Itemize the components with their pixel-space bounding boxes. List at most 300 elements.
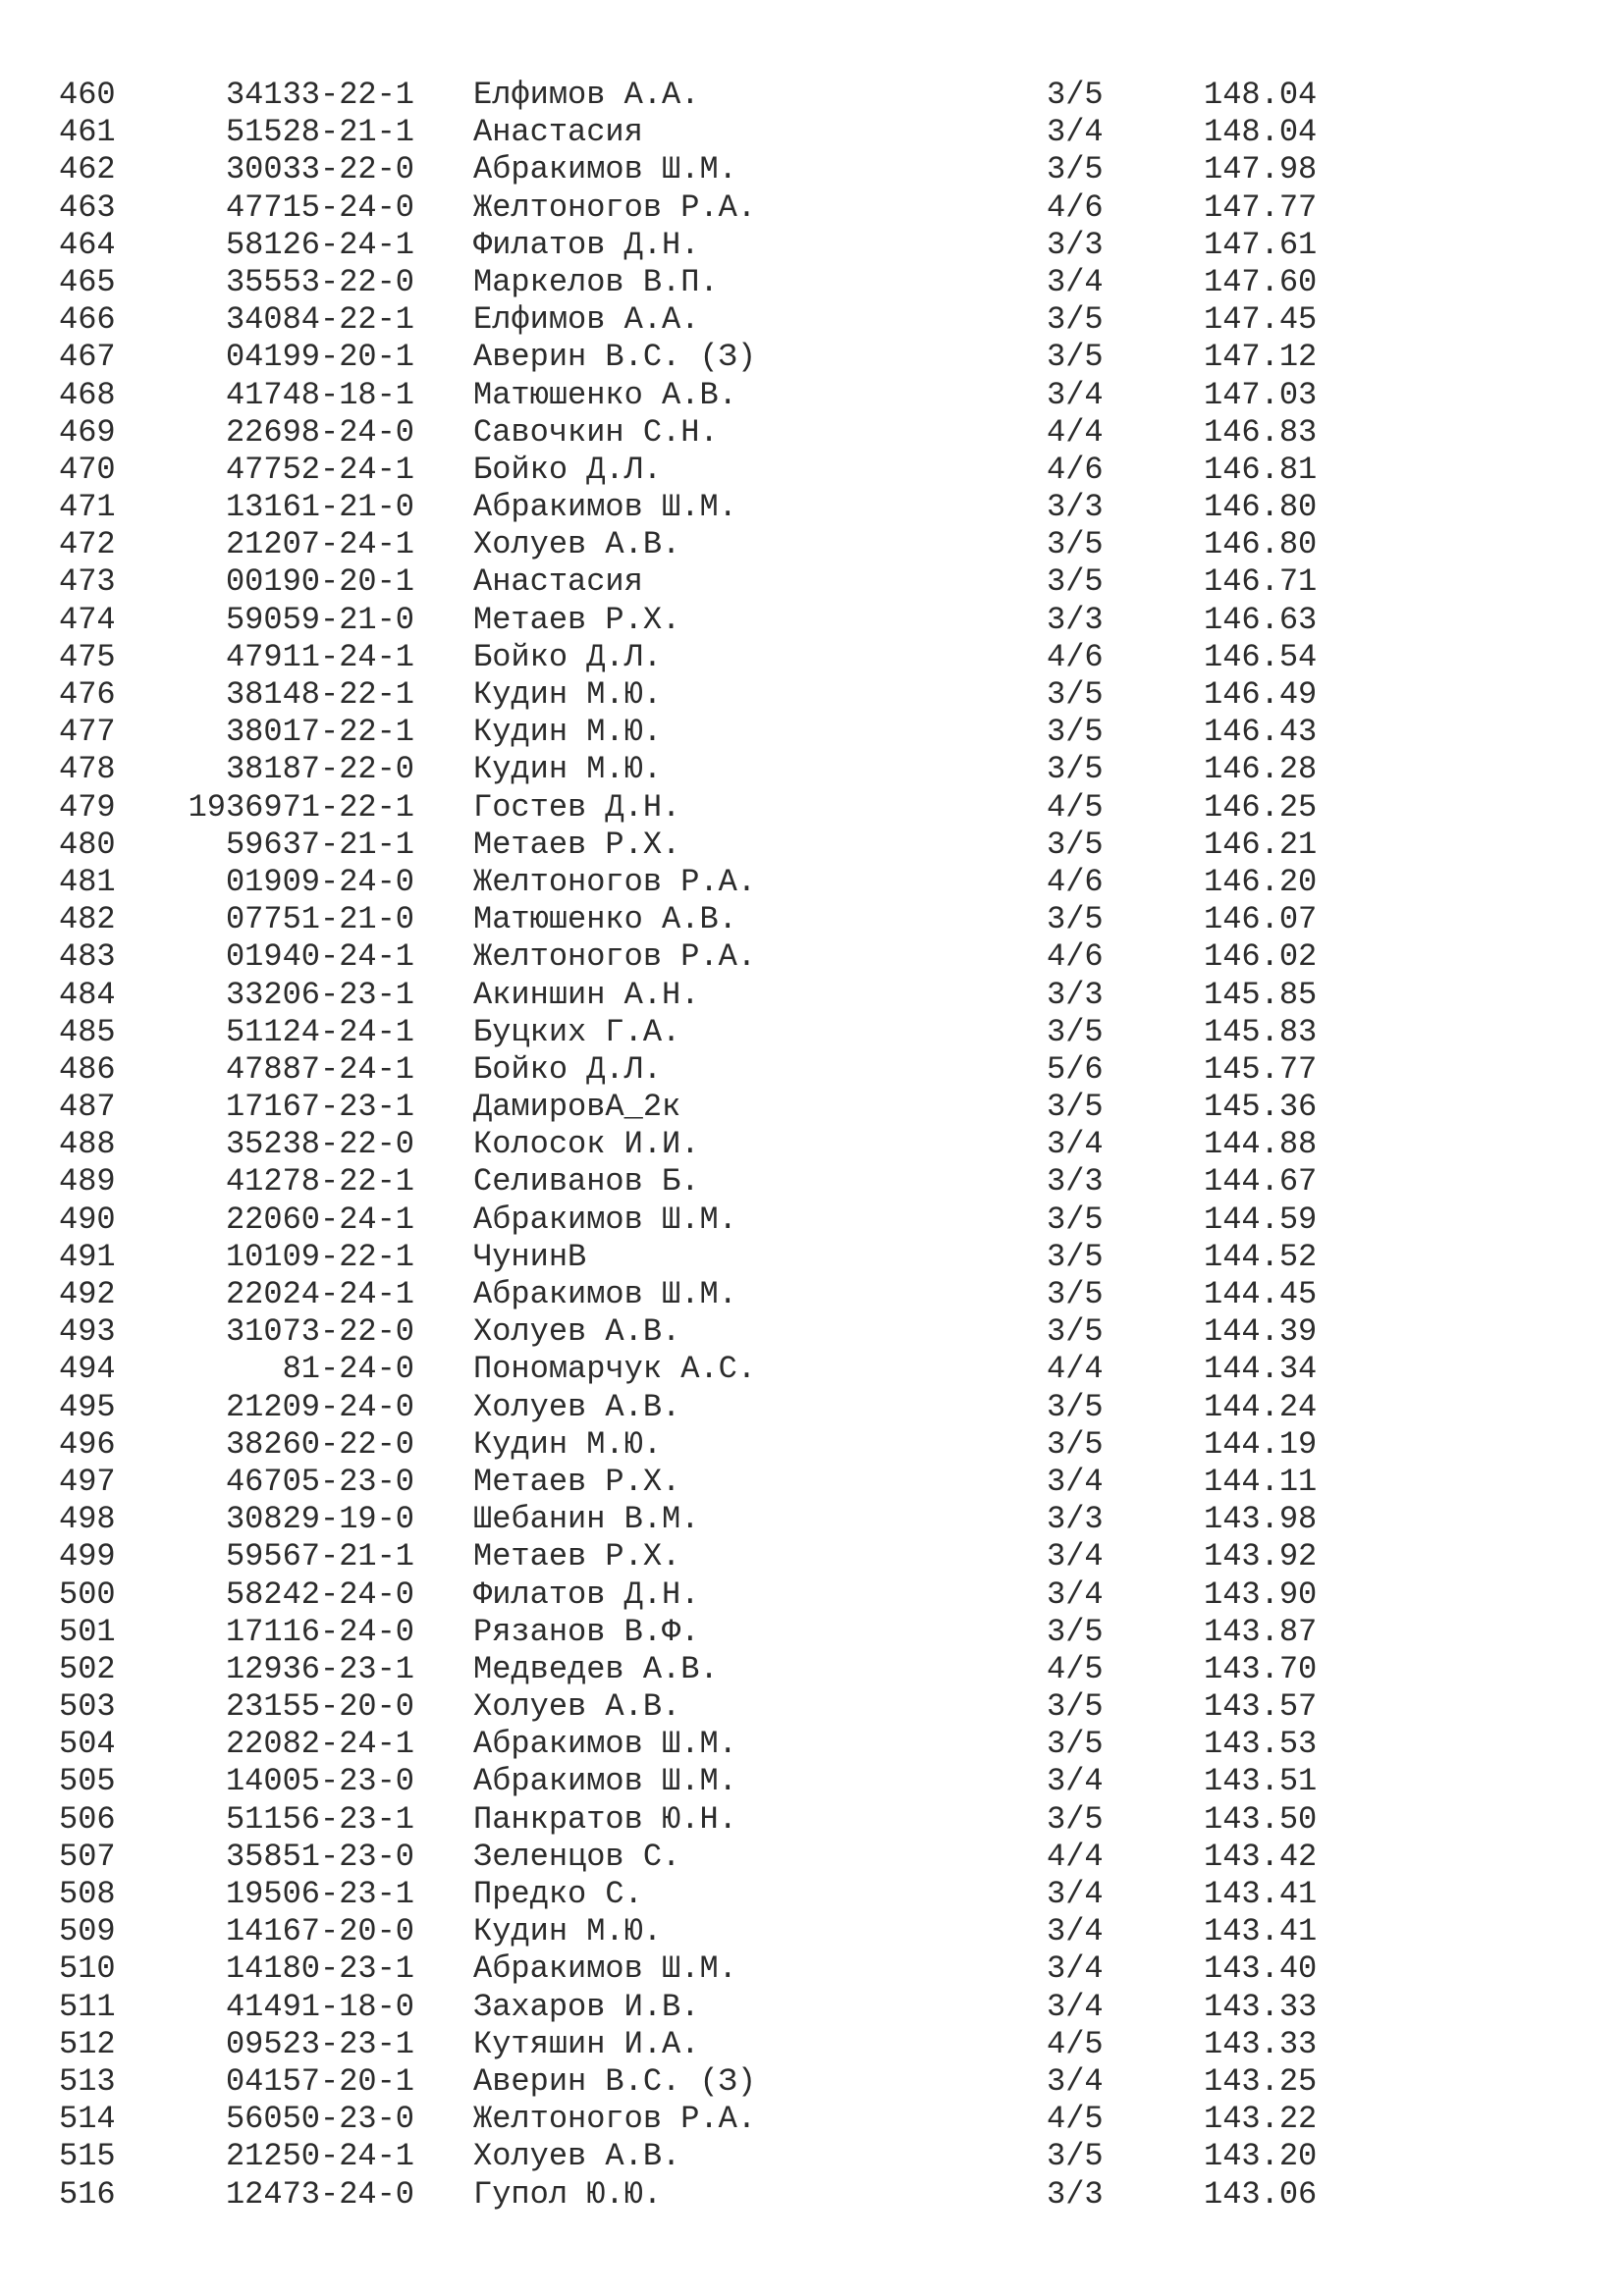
- row-name: Бойко Д.Л.: [473, 451, 663, 488]
- row-number: 468: [59, 376, 116, 413]
- row-ratio: 3/5: [1047, 714, 1104, 751]
- row-code: 41491-18-0: [225, 1988, 414, 2025]
- row-code: 34084-22-1: [225, 301, 414, 339]
- row-number: 496: [59, 1425, 116, 1463]
- table-row: [59, 1839, 1335, 1876]
- row-number: 479: [59, 788, 116, 826]
- row-number: 460: [59, 77, 116, 113]
- row-name: Кудин М.Ю.: [473, 676, 663, 713]
- row-score: 143.90: [1204, 1575, 1318, 1613]
- row-name: Филатов Д.Н.: [473, 1575, 700, 1613]
- row-number: 480: [59, 826, 116, 863]
- row-code: 46705-23-0: [225, 1463, 414, 1500]
- row-score: 146.63: [1204, 601, 1318, 638]
- row-number: 462: [59, 151, 116, 188]
- row-code: 1936971-22-1: [188, 788, 414, 826]
- row-ratio: 3/5: [1047, 1726, 1104, 1763]
- row-number: 471: [59, 489, 116, 526]
- table-row: [59, 1651, 1335, 1688]
- row-ratio: 4/5: [1047, 2025, 1104, 2062]
- row-ratio: 3/5: [1047, 1276, 1104, 1312]
- table-row: [59, 377, 1335, 414]
- row-score: 144.34: [1204, 1351, 1318, 1388]
- table-row: [59, 114, 1335, 151]
- row-ratio: 3/4: [1047, 1538, 1104, 1575]
- row-name: Анастасия: [473, 114, 643, 151]
- row-code: 38187-22-0: [225, 751, 414, 788]
- table-row: [59, 151, 1335, 188]
- row-code: 14005-23-0: [225, 1763, 414, 1800]
- row-ratio: 3/5: [1047, 1013, 1104, 1050]
- row-code: 30033-22-0: [225, 151, 414, 188]
- row-code: 59637-21-1: [225, 826, 414, 863]
- row-code: 51528-21-1: [225, 114, 414, 151]
- row-code: 41748-18-1: [225, 376, 414, 413]
- row-score: 143.53: [1204, 1726, 1318, 1763]
- row-ratio: 3/5: [1047, 1238, 1104, 1275]
- row-number: 506: [59, 1800, 116, 1838]
- row-number: 495: [59, 1388, 116, 1425]
- table-row: [59, 1950, 1335, 1988]
- row-score: 143.20: [1204, 2138, 1318, 2175]
- row-number: 476: [59, 676, 116, 713]
- row-number: 504: [59, 1726, 116, 1763]
- row-ratio: 3/4: [1047, 2062, 1104, 2100]
- row-score: 146.43: [1204, 714, 1318, 751]
- row-name: Кутяшин И.А.: [473, 2025, 700, 2062]
- row-score: 148.04: [1204, 77, 1318, 113]
- row-code: 21250-24-1: [225, 2138, 414, 2175]
- row-ratio: 3/5: [1047, 1688, 1104, 1726]
- row-ratio: 3/4: [1047, 1913, 1104, 1950]
- table-row: [59, 602, 1335, 639]
- row-number: 465: [59, 263, 116, 300]
- row-score: 146.49: [1204, 676, 1318, 713]
- row-name: ДамировА_2к: [473, 1089, 681, 1126]
- table-row: [59, 1163, 1335, 1201]
- row-ratio: 3/5: [1047, 1313, 1104, 1351]
- row-name: Рязанов В.Ф.: [473, 1613, 700, 1650]
- row-ratio: 5/6: [1047, 1050, 1104, 1088]
- row-score: 143.87: [1204, 1613, 1318, 1650]
- row-code: 14180-23-1: [225, 1950, 414, 1988]
- row-number: 508: [59, 1876, 116, 1912]
- table-row: [59, 1239, 1335, 1276]
- row-ratio: 4/6: [1047, 938, 1104, 976]
- row-ratio: 3/5: [1047, 1089, 1104, 1126]
- table-row: [59, 827, 1335, 864]
- row-code: 22024-24-1: [225, 1276, 414, 1312]
- row-score: 146.83: [1204, 413, 1318, 451]
- row-name: Матюшенко А.В.: [473, 376, 737, 413]
- row-code: 35238-22-0: [225, 1126, 414, 1163]
- row-score: 147.03: [1204, 376, 1318, 413]
- row-name: Желтоногов Р.А.: [473, 2101, 757, 2138]
- row-code: 58126-24-1: [225, 226, 414, 263]
- table-row: [59, 489, 1335, 526]
- row-ratio: 3/4: [1047, 1763, 1104, 1800]
- table-row: [59, 1538, 1335, 1575]
- row-ratio: 3/5: [1047, 339, 1104, 376]
- row-number: 473: [59, 563, 116, 601]
- row-name: Холуев А.В.: [473, 2138, 681, 2175]
- row-code: 21207-24-1: [225, 526, 414, 563]
- table-row: [59, 1014, 1335, 1051]
- row-score: 144.52: [1204, 1238, 1318, 1275]
- row-number: 478: [59, 751, 116, 788]
- row-ratio: 3/5: [1047, 1201, 1104, 1238]
- row-name: Маркелов В.П.: [473, 263, 719, 300]
- row-code: 04157-20-1: [225, 2062, 414, 2100]
- row-ratio: 3/4: [1047, 263, 1104, 300]
- row-name: Желтоногов Р.А.: [473, 863, 757, 900]
- row-code: 01940-24-1: [225, 938, 414, 976]
- table-row: [59, 1501, 1335, 1538]
- row-number: 514: [59, 2101, 116, 2138]
- row-score: 145.85: [1204, 976, 1318, 1013]
- table-row: [59, 227, 1335, 264]
- table-row: [59, 1351, 1335, 1388]
- row-code: 30829-19-0: [225, 1501, 414, 1538]
- row-name: Кудин М.Ю.: [473, 751, 663, 788]
- row-code: 51156-23-1: [225, 1800, 414, 1838]
- row-ratio: 3/5: [1047, 676, 1104, 713]
- row-code: 22082-24-1: [225, 1726, 414, 1763]
- row-number: 487: [59, 1089, 116, 1126]
- row-name: Абракимов Ш.М.: [473, 1276, 737, 1312]
- row-number: 489: [59, 1163, 116, 1201]
- row-score: 143.51: [1204, 1763, 1318, 1800]
- row-number: 515: [59, 2138, 116, 2175]
- row-code: 12473-24-0: [225, 2175, 414, 2213]
- row-score: 144.67: [1204, 1163, 1318, 1201]
- row-name: Метаев Р.Х.: [473, 826, 681, 863]
- table-row: [59, 864, 1335, 901]
- row-name: Холуев А.В.: [473, 1313, 681, 1351]
- row-score: 143.06: [1204, 2175, 1318, 2213]
- row-score: 146.07: [1204, 901, 1318, 938]
- row-name: Филатов Д.Н.: [473, 226, 700, 263]
- row-ratio: 4/5: [1047, 788, 1104, 826]
- table-row: [59, 2101, 1335, 2138]
- row-number: 501: [59, 1613, 116, 1650]
- row-ratio: 4/6: [1047, 188, 1104, 226]
- row-score: 144.59: [1204, 1201, 1318, 1238]
- row-name: Метаев Р.Х.: [473, 1463, 681, 1500]
- table-row: [59, 452, 1335, 489]
- table-row: [59, 339, 1335, 376]
- table-row: [59, 1426, 1335, 1464]
- row-number: 500: [59, 1575, 116, 1613]
- row-ratio: 3/5: [1047, 563, 1104, 601]
- table-row: [59, 789, 1335, 827]
- row-score: 146.25: [1204, 788, 1318, 826]
- row-number: 488: [59, 1126, 116, 1163]
- row-number: 461: [59, 114, 116, 151]
- row-score: 146.80: [1204, 526, 1318, 563]
- row-name: Бойко Д.Л.: [473, 1050, 663, 1088]
- row-ratio: 4/6: [1047, 863, 1104, 900]
- row-number: 513: [59, 2062, 116, 2100]
- row-name: Акиншин А.Н.: [473, 976, 700, 1013]
- row-name: Абракимов Ш.М.: [473, 1950, 737, 1988]
- row-name: Бойко Д.Л.: [473, 638, 663, 675]
- row-name: Аверин В.С. (З): [473, 339, 757, 376]
- row-ratio: 4/4: [1047, 413, 1104, 451]
- row-name: Желтоногов Р.А.: [473, 938, 757, 976]
- row-ratio: 3/4: [1047, 1988, 1104, 2025]
- row-score: 146.54: [1204, 638, 1318, 675]
- row-number: 512: [59, 2025, 116, 2062]
- row-name: Медведев А.В.: [473, 1650, 719, 1687]
- row-code: 09523-23-1: [225, 2025, 414, 2062]
- row-score: 145.36: [1204, 1089, 1318, 1126]
- row-code: 35851-23-0: [225, 1838, 414, 1875]
- row-number: 474: [59, 601, 116, 638]
- table-row: [59, 1089, 1335, 1126]
- results-table: [59, 77, 1335, 2214]
- row-number: 497: [59, 1463, 116, 1500]
- row-code: 41278-22-1: [225, 1163, 414, 1201]
- row-ratio: 3/5: [1047, 2138, 1104, 2175]
- table-row: [59, 1576, 1335, 1614]
- table-row: [59, 1201, 1335, 1239]
- table-row: [59, 1614, 1335, 1651]
- row-score: 144.19: [1204, 1425, 1318, 1463]
- row-ratio: 3/4: [1047, 114, 1104, 151]
- row-score: 143.25: [1204, 2062, 1318, 2100]
- table-row: [59, 639, 1335, 676]
- row-number: 498: [59, 1501, 116, 1538]
- table-row: [59, 938, 1335, 976]
- row-number: 470: [59, 451, 116, 488]
- row-ratio: 3/5: [1047, 1425, 1104, 1463]
- row-code: 47715-24-0: [225, 188, 414, 226]
- row-number: 484: [59, 976, 116, 1013]
- row-name: Метаев Р.Х.: [473, 601, 681, 638]
- row-score: 143.70: [1204, 1650, 1318, 1687]
- table-row: [59, 526, 1335, 563]
- row-number: 469: [59, 413, 116, 451]
- row-number: 502: [59, 1650, 116, 1687]
- row-name: Матюшенко А.В.: [473, 901, 737, 938]
- row-ratio: 3/5: [1047, 77, 1104, 113]
- row-number: 481: [59, 863, 116, 900]
- row-code: 04199-20-1: [225, 339, 414, 376]
- row-ratio: 3/4: [1047, 1575, 1104, 1613]
- row-ratio: 4/5: [1047, 1650, 1104, 1687]
- row-number: 494: [59, 1351, 116, 1388]
- row-ratio: 3/5: [1047, 301, 1104, 339]
- table-row: [59, 1126, 1335, 1163]
- row-ratio: 3/4: [1047, 376, 1104, 413]
- row-score: 144.24: [1204, 1388, 1318, 1425]
- row-ratio: 3/3: [1047, 601, 1104, 638]
- row-name: ЧунинВ: [473, 1238, 587, 1275]
- row-code: 12936-23-1: [225, 1650, 414, 1687]
- row-score: 143.57: [1204, 1688, 1318, 1726]
- row-ratio: 3/5: [1047, 751, 1104, 788]
- row-code: 22698-24-0: [225, 413, 414, 451]
- row-score: 143.33: [1204, 1988, 1318, 2025]
- row-name: Абракимов Ш.М.: [473, 1763, 737, 1800]
- table-row: [59, 1051, 1335, 1089]
- row-ratio: 3/5: [1047, 826, 1104, 863]
- row-ratio: 3/3: [1047, 226, 1104, 263]
- row-name: Пономарчук А.С.: [473, 1351, 757, 1388]
- row-name: Елфимов А.А.: [473, 301, 700, 339]
- table-row: [59, 2063, 1335, 2101]
- row-score: 147.98: [1204, 151, 1318, 188]
- row-score: 147.60: [1204, 263, 1318, 300]
- row-number: 482: [59, 901, 116, 938]
- table-row: [59, 901, 1335, 938]
- table-row: [59, 1763, 1335, 1800]
- row-ratio: 3/5: [1047, 1800, 1104, 1838]
- row-number: 486: [59, 1050, 116, 1088]
- row-number: 490: [59, 1201, 116, 1238]
- row-code: 10109-22-1: [225, 1238, 414, 1275]
- row-ratio: 3/4: [1047, 1126, 1104, 1163]
- table-row: [59, 1389, 1335, 1426]
- row-name: Анастасия: [473, 563, 643, 601]
- row-ratio: 3/5: [1047, 526, 1104, 563]
- row-code: 07751-21-0: [225, 901, 414, 938]
- row-code: 59567-21-1: [225, 1538, 414, 1575]
- row-number: 507: [59, 1838, 116, 1875]
- row-number: 463: [59, 188, 116, 226]
- row-number: 505: [59, 1763, 116, 1800]
- row-code: 17116-24-0: [225, 1613, 414, 1650]
- row-code: 34133-22-1: [225, 77, 414, 113]
- row-name: Гостев Д.Н.: [473, 788, 681, 826]
- row-name: Зеленцов С.: [473, 1838, 681, 1875]
- row-score: 143.22: [1204, 2101, 1318, 2138]
- row-number: 503: [59, 1688, 116, 1726]
- row-name: Холуев А.В.: [473, 526, 681, 563]
- row-name: Холуев А.В.: [473, 1688, 681, 1726]
- row-name: Панкратов Ю.Н.: [473, 1800, 737, 1838]
- row-ratio: 3/5: [1047, 1613, 1104, 1650]
- row-name: Абракимов Ш.М.: [473, 489, 737, 526]
- row-score: 147.45: [1204, 301, 1318, 339]
- row-name: Абракимов Ш.М.: [473, 151, 737, 188]
- row-code: 23155-20-0: [225, 1688, 414, 1726]
- row-ratio: 3/3: [1047, 489, 1104, 526]
- row-number: 472: [59, 526, 116, 563]
- row-code: 33206-23-1: [225, 976, 414, 1013]
- row-name: Селиванов Б.: [473, 1163, 700, 1201]
- row-score: 145.83: [1204, 1013, 1318, 1050]
- row-number: 475: [59, 638, 116, 675]
- row-name: Холуев А.В.: [473, 1388, 681, 1425]
- row-number: 491: [59, 1238, 116, 1275]
- row-score: 144.11: [1204, 1463, 1318, 1500]
- row-ratio: 4/5: [1047, 2101, 1104, 2138]
- row-name: Захаров И.В.: [473, 1988, 700, 2025]
- row-score: 146.21: [1204, 826, 1318, 863]
- row-ratio: 3/4: [1047, 1876, 1104, 1912]
- row-score: 146.28: [1204, 751, 1318, 788]
- table-row: [59, 1876, 1335, 1913]
- row-ratio: 3/4: [1047, 1463, 1104, 1500]
- row-score: 143.42: [1204, 1838, 1318, 1875]
- table-row: [59, 2026, 1335, 2063]
- table-row: [59, 1989, 1335, 2026]
- row-name: Елфимов А.А.: [473, 77, 700, 113]
- row-score: 143.41: [1204, 1876, 1318, 1912]
- row-name: Предко С.: [473, 1876, 643, 1912]
- row-number: 493: [59, 1313, 116, 1351]
- row-code: 51124-24-1: [225, 1013, 414, 1050]
- row-code: 00190-20-1: [225, 563, 414, 601]
- row-code: 47752-24-1: [225, 451, 414, 488]
- table-row: [59, 977, 1335, 1014]
- row-ratio: 3/4: [1047, 1950, 1104, 1988]
- row-code: 13161-21-0: [225, 489, 414, 526]
- table-row: [59, 77, 1335, 114]
- row-score: 145.77: [1204, 1050, 1318, 1088]
- table-row: [59, 563, 1335, 601]
- row-ratio: 3/3: [1047, 1501, 1104, 1538]
- table-row: [59, 714, 1335, 751]
- row-number: 464: [59, 226, 116, 263]
- row-name: Кудин М.Ю.: [473, 1913, 663, 1950]
- row-number: 509: [59, 1913, 116, 1950]
- row-name: Абракимов Ш.М.: [473, 1201, 737, 1238]
- row-code: 47887-24-1: [225, 1050, 414, 1088]
- row-number: 499: [59, 1538, 116, 1575]
- row-number: 467: [59, 339, 116, 376]
- row-name: Шебанин В.М.: [473, 1501, 700, 1538]
- row-code: 81-24-0: [282, 1351, 414, 1388]
- table-row: [59, 1313, 1335, 1351]
- row-code: 35553-22-0: [225, 263, 414, 300]
- row-number: 477: [59, 714, 116, 751]
- table-row: [59, 751, 1335, 788]
- row-name: Буцких Г.А.: [473, 1013, 681, 1050]
- row-score: 146.02: [1204, 938, 1318, 976]
- row-number: 485: [59, 1013, 116, 1050]
- row-name: Колосок И.И.: [473, 1126, 700, 1163]
- row-ratio: 4/4: [1047, 1838, 1104, 1875]
- row-code: 22060-24-1: [225, 1201, 414, 1238]
- row-code: 58242-24-0: [225, 1575, 414, 1613]
- row-score: 143.40: [1204, 1950, 1318, 1988]
- row-code: 01909-24-0: [225, 863, 414, 900]
- table-row: [59, 1276, 1335, 1313]
- table-row: [59, 414, 1335, 452]
- row-code: 31073-22-0: [225, 1313, 414, 1351]
- row-score: 146.20: [1204, 863, 1318, 900]
- row-name: Абракимов Ш.М.: [473, 1726, 737, 1763]
- table-row: [59, 1688, 1335, 1726]
- row-ratio: 3/3: [1047, 2175, 1104, 2213]
- row-score: 143.41: [1204, 1913, 1318, 1950]
- row-code: 21209-24-0: [225, 1388, 414, 1425]
- row-ratio: 3/5: [1047, 901, 1104, 938]
- row-score: 143.33: [1204, 2025, 1318, 2062]
- row-ratio: 3/5: [1047, 151, 1104, 188]
- row-score: 147.61: [1204, 226, 1318, 263]
- row-score: 147.77: [1204, 188, 1318, 226]
- row-score: 143.92: [1204, 1538, 1318, 1575]
- table-row: [59, 1726, 1335, 1763]
- row-name: Кудин М.Ю.: [473, 1425, 663, 1463]
- table-row: [59, 2138, 1335, 2175]
- table-row: [59, 2176, 1335, 2214]
- row-code: 59059-21-0: [225, 601, 414, 638]
